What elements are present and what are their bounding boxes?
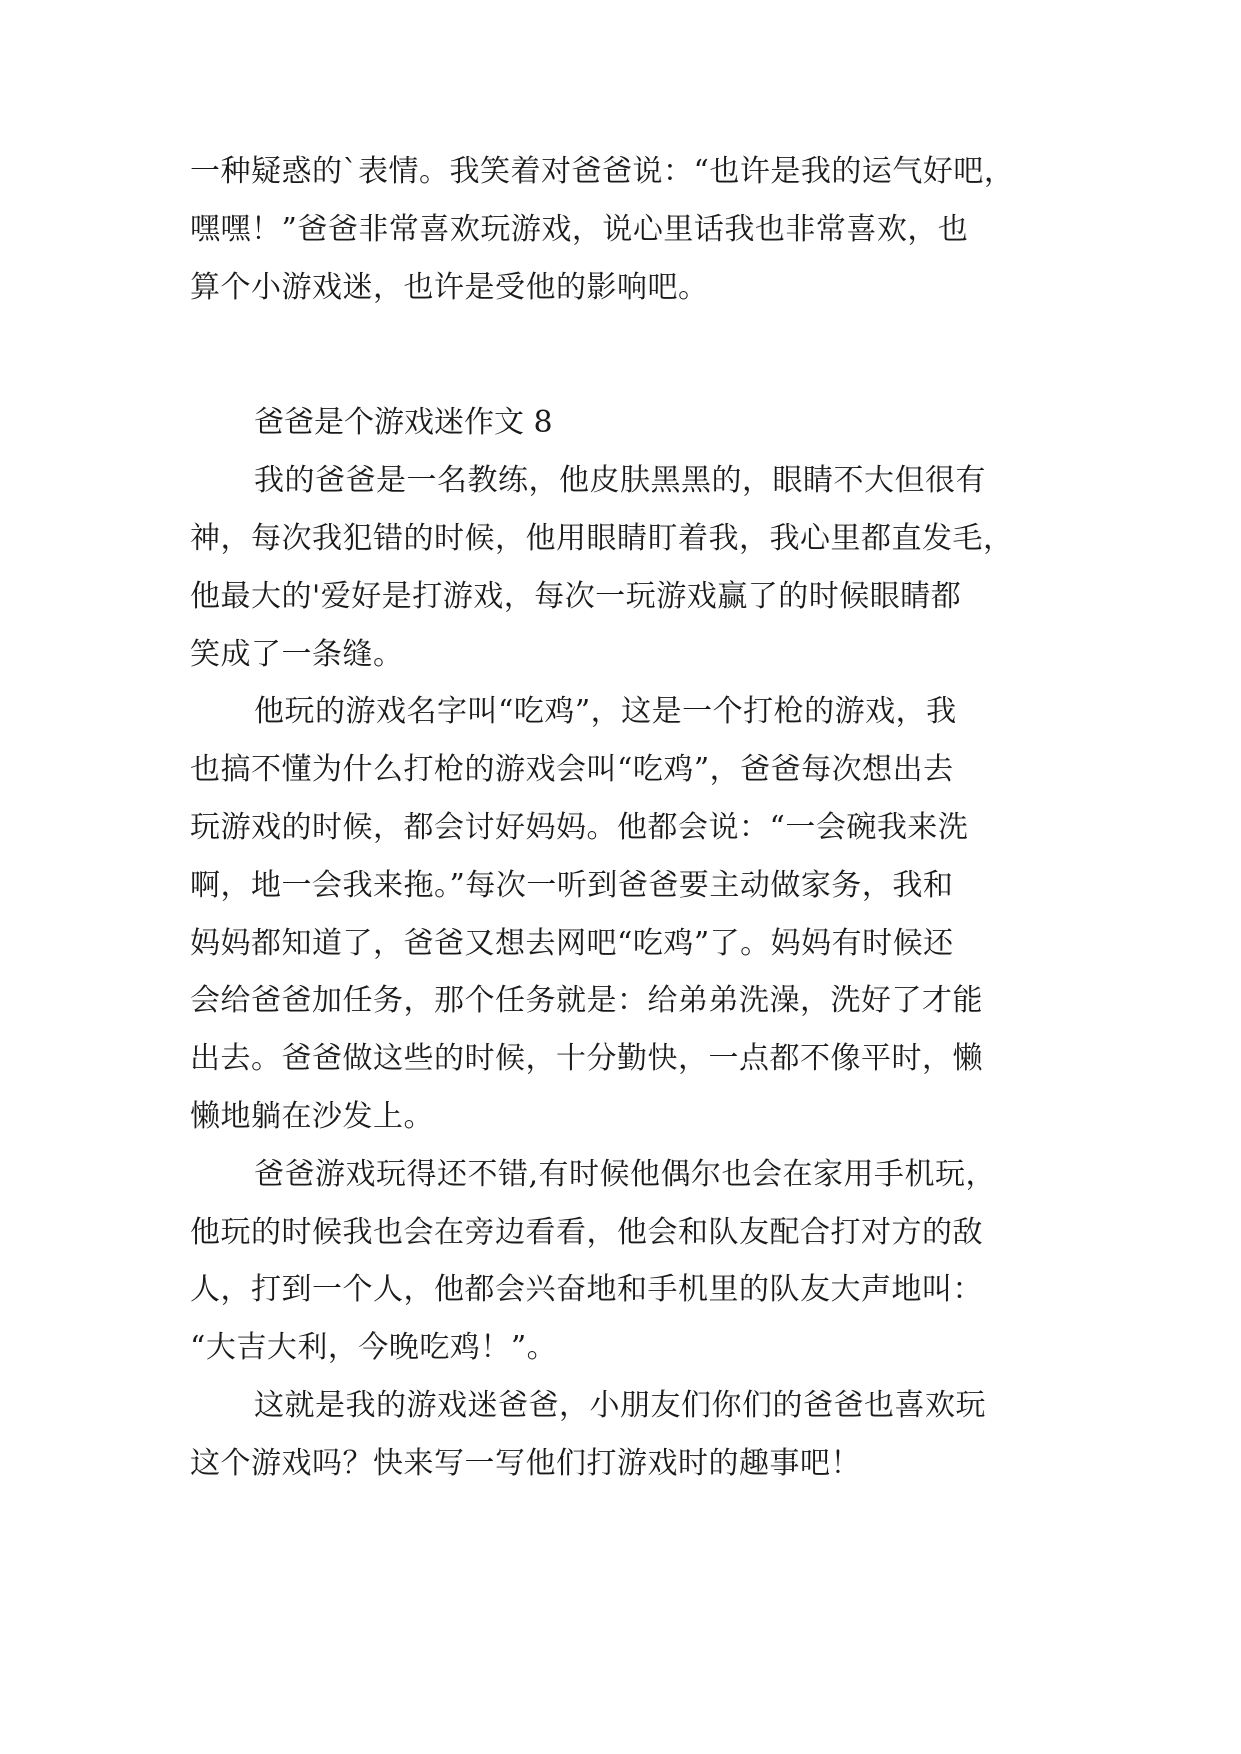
- paragraph-2: [190, 683, 1056, 1145]
- text-line: 这就是我的游戏迷爸爸，小朋友们你们的爸爸也喜欢玩: [254, 1387, 986, 1423]
- text-line: 算个小游戏迷，也许是受他的影响吧。: [190, 269, 709, 305]
- text-line: 啊，地一会我来拖。”每次一听到爸爸要主动做家务，我和: [190, 867, 954, 903]
- text-line: 他最大的'爱好是打游戏，每次一玩游戏赢了的时候眼睛都: [190, 578, 962, 614]
- text-line: 他玩的游戏名字叫“吃鸡”，这是一个打枪的游戏，我: [254, 694, 957, 730]
- text-line: 出去。爸爸做这些的时候，十分勤快，一点都不像平时，懒: [190, 1041, 983, 1077]
- text-line: 玩游戏的时候，都会讨好妈妈。他都会说：“一会碗我来洗: [190, 809, 969, 845]
- text-line: 他玩的时候我也会在旁边看看，他会和队友配合打对方的敌: [190, 1214, 983, 1250]
- intro-paragraph: [190, 143, 1056, 316]
- text-line: 嘿嘿！”爸爸非常喜欢玩游戏，说心里话我也非常喜欢，也: [190, 211, 969, 247]
- paragraph-3: [190, 1146, 1056, 1377]
- text-line: 人，打到一个人，他都会兴奋地和手机里的队友大声地叫：: [190, 1272, 983, 1308]
- text-line: 神，每次我犯错的时候，他用眼睛盯着我，我心里都直发毛，: [190, 520, 1014, 556]
- text-line: 笑成了一条缝。: [190, 636, 404, 672]
- section-gap: [190, 316, 1056, 394]
- text-line: “大吉大利，今晚吃鸡！”。: [190, 1330, 558, 1366]
- paragraph-1: [190, 452, 1056, 683]
- text-line: 会给爸爸加任务，那个任务就是：给弟弟洗澡，洗好了才能: [190, 983, 983, 1019]
- text-line: 这个游戏吗？快来写一写他们打游戏时的趣事吧！: [190, 1445, 861, 1481]
- essay-heading: 爸爸是个游戏迷作文 8: [254, 405, 553, 441]
- document-body: [190, 143, 1056, 1493]
- text-line: 我的爸爸是一名教练，他皮肤黑黑的，眼睛不大但很有: [254, 463, 986, 499]
- text-line: 爸爸游戏玩得还不错,有时候他偶尔也会在家用手机玩，: [254, 1156, 997, 1192]
- text-line: 一种疑惑的`表情。我笑着对爸爸说：“也许是我的运气好吧，: [190, 154, 1015, 189]
- text-line: 也搞不懂为什么打枪的游戏会叫“吃鸡”，爸爸每次想出去: [190, 752, 954, 788]
- paragraph-4: [190, 1377, 1056, 1493]
- text-line: 妈妈都知道了，爸爸又想去网吧“吃鸡”了。妈妈有时候还: [190, 925, 954, 961]
- text-line: 懒地躺在沙发上。: [190, 1098, 434, 1134]
